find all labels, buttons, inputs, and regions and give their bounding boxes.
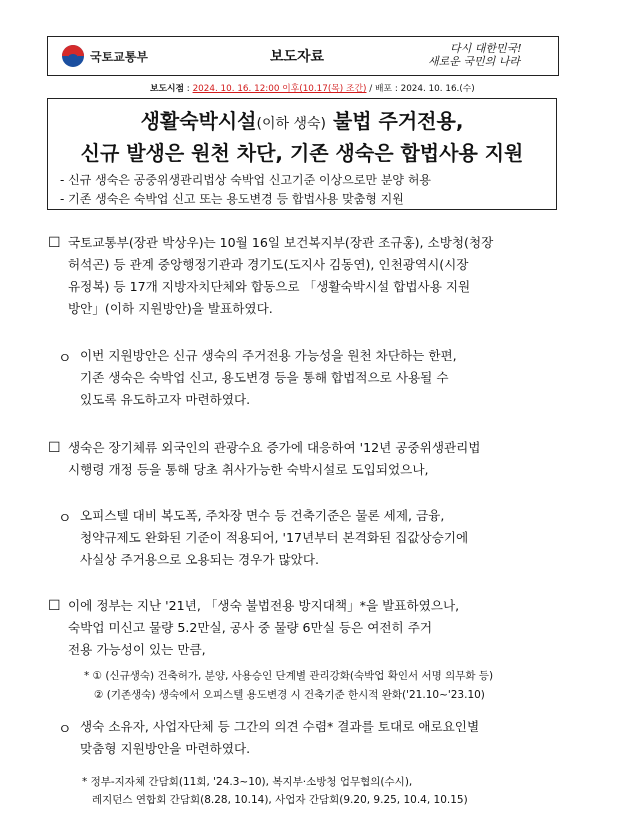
paragraph-1 [68, 232, 568, 320]
dist-date: 2024. 10. 16.(수) [400, 84, 475, 94]
footnote-3: * 정부-지자체 간담회(11회, '24.3~10), 복지부·소방청 업무협의(수시), [82, 776, 413, 788]
circle-bullet: ㅇ [58, 511, 72, 527]
text-line: 기존 생숙은 숙박업 신고, 용도변경 등을 통해 합법적으로 사용될 수 [80, 370, 449, 385]
release-time: 2024. 10. 16. 12:00 이후(10.17(목) 조간) [192, 84, 367, 94]
subheading-2: - 기존 생숙은 숙박업 신고 또는 용도변경 등 합법사용 맞춤형 지원 [60, 192, 404, 206]
text-line: 이번 지원방안은 신규 생숙의 주거전용 가능성을 원천 차단하는 한편, [80, 348, 457, 363]
circle-bullet: ㅇ [58, 722, 72, 738]
release-info: 보도시점 : 2024. 10. 16. 12:00 이후(10.17(목) 조간) / 배포 : 2024. 10. 16.(수) [150, 84, 475, 94]
footnote-2: ② (기존생숙) 생숙에서 오피스텔 용도변경 시 건축기준 한시적 완화('21.10~'23.10) [94, 689, 485, 701]
text-line: 시행령 개정 등을 통해 당초 취사가능한 숙박시설로 도입되었으나, [68, 462, 429, 477]
text-line: 이에 정부는 지난 '21년, 「생숙 불법전용 방지대책」*을 발표하였으나, [68, 598, 460, 613]
taeguk-logo-icon [62, 45, 84, 67]
paragraph-3 [68, 437, 568, 481]
header-box [47, 36, 559, 76]
headline-main: 생활숙박시설 [140, 109, 257, 133]
text-line: 생숙 소유자, 사업자단체 등 그간의 의견 수렴* 결과를 토대로 애로요인별 [80, 719, 480, 734]
circle-bullet: ㅇ [58, 351, 72, 367]
title-box [47, 98, 557, 210]
slogan-line-2: 새로운 국민의 나라 [428, 55, 521, 68]
text-line: 방안」(이하 지원방안)을 발표하였다. [68, 301, 273, 316]
headline-line-2: 신규 발생은 원천 차단, 기존 생숙은 합법사용 지원 [80, 141, 524, 165]
ministry-name: 국토교통부 [90, 49, 148, 64]
text-line: 있도록 유도하고자 마련하였다. [80, 392, 251, 407]
text-line: 국토교통부(장관 박상우)는 10월 16일 보건복지부(장관 조규홍), 소방청(청장 [68, 235, 494, 250]
headline-line-1 [48, 105, 556, 134]
square-bullet: ☐ [48, 598, 61, 614]
footnote-4: 레지던스 연합회 간담회(8.28, 10.14), 사업자 간담회(9.20, 9.25, 10.4, 10.15) [92, 794, 468, 806]
paragraph-4 [80, 505, 570, 571]
subheading-1: - 신규 생숙은 공중위생관리법상 숙박업 신고기준 이상으로만 분양 허용 [60, 173, 432, 187]
text-line: 생숙은 장기체류 외국인의 관광수요 증가에 대응하여 '12년 공중위생관리법 [68, 440, 481, 455]
text-line: 숙박업 미신고 물량 5.2만실, 공사 중 물량 6만실 등은 여전히 주거 [68, 620, 433, 635]
paragraph-2 [80, 345, 570, 411]
square-bullet: ☐ [48, 440, 61, 456]
paragraph-6 [80, 716, 570, 760]
footnote-1: * ① (신규생숙) 건축허가, 분양, 사용승인 단계별 관리강화(숙박업 확인서 서명 의무화 등) [84, 670, 494, 682]
ministry-logo [48, 37, 166, 75]
text-line: 오피스텔 대비 복도폭, 주차장 면수 등 건축기준은 물론 세제, 금융, [80, 508, 445, 523]
text-line: 맞춤형 지원방안을 마련하였다. [80, 741, 251, 756]
text-line: 전용 가능성이 있는 만큼, [68, 642, 206, 657]
square-bullet: ☐ [48, 235, 61, 251]
paragraph-5 [68, 595, 568, 661]
text-line: 허석곤) 등 관계 중앙행정기관과 경기도(도지사 김동연), 인천광역시(시장 [68, 257, 469, 272]
headline-paren: (이하 생숙) [256, 116, 326, 132]
release-label: 보도시점 [150, 84, 184, 94]
doc-type-title: 보도자료 [269, 49, 325, 65]
slogan [428, 37, 558, 75]
dist-label: 배포 [375, 84, 393, 94]
text-line: 청약규제도 완화된 기준이 적용되어, '17년부터 본격화된 집값상승기에 [80, 530, 469, 545]
text-line: 사실상 주거용으로 오용되는 경우가 많았다. [80, 552, 319, 567]
text-line: 유정복) 등 17개 지방자치단체와 합동으로 「생활숙박시설 합법사용 지원 [68, 279, 471, 294]
slogan-line-1: 다시 대한민국! [450, 42, 522, 55]
headline-rest: 불법 주거전용, [332, 109, 464, 133]
